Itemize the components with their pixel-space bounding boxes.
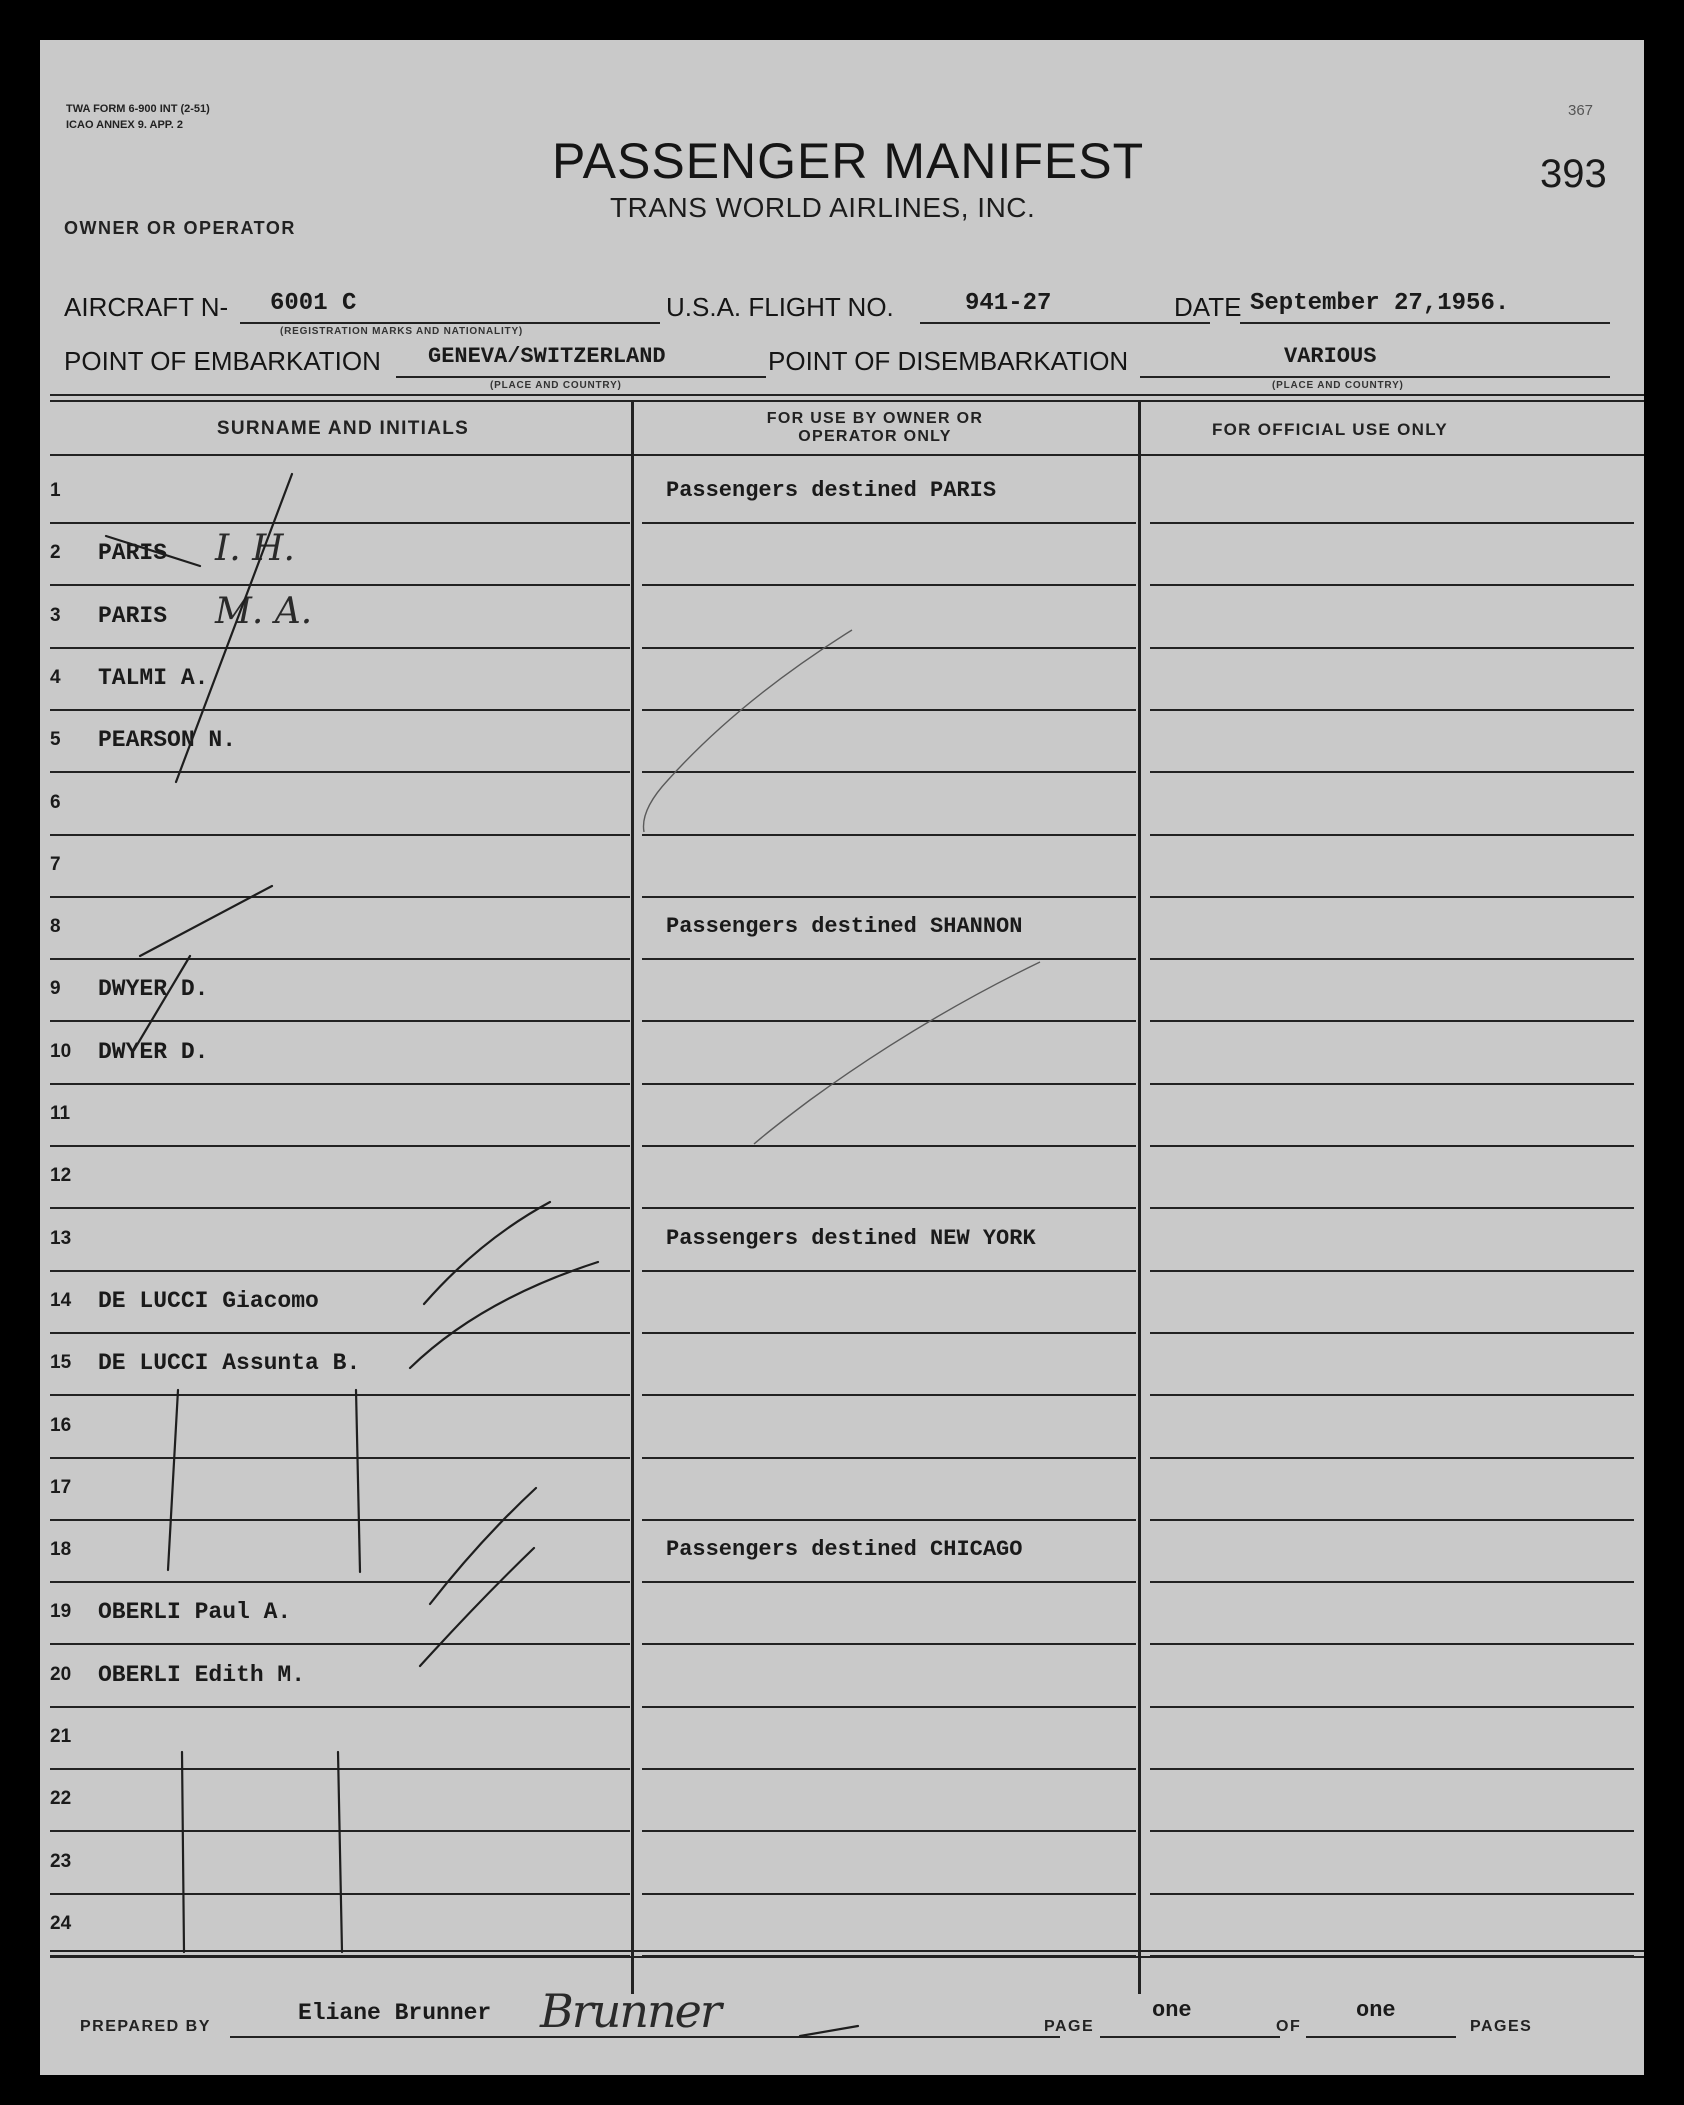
form-id-line1: TWA FORM 6-900 INT (2-51) <box>66 103 210 115</box>
aircraft-caption: (REGISTRATION MARKS AND NATIONALITY) <box>280 326 524 337</box>
passenger-name: DWYER D. <box>98 976 209 1002</box>
row-number: 19 <box>50 1601 72 1622</box>
aircraft-value: 6001 C <box>270 290 357 317</box>
bracket-left-1 <box>168 1390 178 1570</box>
row-number: 11 <box>50 1103 71 1124</box>
flight-value: 941-27 <box>965 290 1052 317</box>
handwritten-initials: M. A. <box>215 591 313 632</box>
row-number: 13 <box>50 1228 72 1249</box>
passenger-name: DE LUCCI Assunta B. <box>98 1350 361 1376</box>
document-subtitle: TRANS WORLD AIRLINES, INC. <box>610 192 1036 223</box>
row-number: 6 <box>50 792 61 813</box>
corner-number: 367 <box>1568 102 1594 119</box>
row-number: 23 <box>50 1851 72 1872</box>
form-id-line2: ICAO ANNEX 9. APP. 2 <box>66 119 183 131</box>
prepared-by-value: Eliane Brunner <box>298 2000 492 2026</box>
disembarkation-label: POINT OF DISEMBARKATION <box>768 346 1129 376</box>
passenger-name: OBERLI Paul A. <box>98 1599 292 1625</box>
pages-label: PAGES <box>1470 2018 1533 2035</box>
signature: Brunner <box>540 1984 720 2038</box>
column-header-surname: SURNAME AND INITIALS <box>216 418 470 439</box>
row-number: 5 <box>50 729 61 750</box>
strike-mark-paris-group <box>176 474 292 782</box>
row-number: 10 <box>50 1041 72 1062</box>
passenger-name: TALMI A. <box>98 665 209 691</box>
flight-label: U.S.A. FLIGHT NO. <box>666 292 894 322</box>
passenger-name: PARIS <box>98 540 168 566</box>
diagonal-line-paris <box>644 630 853 832</box>
signature-dash <box>800 2026 858 2036</box>
of-value: one <box>1356 1998 1396 2023</box>
disembarkation-caption: (PLACE AND COUNTRY) <box>1272 380 1404 391</box>
owner-use-note: Passengers destined SHANNON <box>666 914 1023 939</box>
row-number: 2 <box>50 542 61 563</box>
row-number: 14 <box>50 1290 72 1311</box>
row-number: 3 <box>50 605 61 626</box>
passenger-name: DWYER D. <box>98 1039 209 1065</box>
row-number: 15 <box>50 1352 72 1373</box>
handwritten-initials: I. H. <box>215 528 295 569</box>
row-number: 8 <box>50 916 61 937</box>
strike-mark-row2 <box>106 536 200 566</box>
owner-use-note: Passengers destined NEW YORK <box>666 1226 1036 1251</box>
strike-mark-oberli-2 <box>420 1548 534 1666</box>
owner-use-note: Passengers destined PARIS <box>666 478 997 503</box>
passenger-name: PARIS <box>98 603 168 629</box>
row-number: 12 <box>50 1165 72 1186</box>
column-header-official-use: FOR OFFICIAL USE ONLY <box>1211 420 1449 439</box>
owner-label: OWNER OR OPERATOR <box>64 218 296 238</box>
row-number: 4 <box>50 667 61 688</box>
manifest-page <box>40 40 1644 2075</box>
passenger-name: OBERLI Edith M. <box>98 1662 306 1688</box>
strike-mark-dwyer-1 <box>140 886 272 956</box>
passenger-name: DE LUCCI Giacomo <box>98 1288 319 1314</box>
bracket-right-2 <box>338 1752 342 1952</box>
prepared-by-label: PREPARED BY <box>80 2018 211 2035</box>
row-number: 9 <box>50 978 61 999</box>
aircraft-label: AIRCRAFT N- <box>64 292 229 322</box>
bracket-right-1 <box>356 1390 360 1572</box>
row-number: 22 <box>50 1788 72 1809</box>
disembarkation-value: VARIOUS <box>1284 344 1377 369</box>
embarkation-caption: (PLACE AND COUNTRY) <box>490 380 622 391</box>
diagonal-line-shannon <box>754 962 1040 1144</box>
column-header-owner-use: FOR USE BY OWNER OR OPERATOR ONLY <box>766 410 984 445</box>
embarkation-label: POINT OF EMBARKATION <box>64 346 381 376</box>
bracket-left-2 <box>182 1752 184 1952</box>
passenger-name: PEARSON N. <box>98 727 237 753</box>
row-number: 16 <box>50 1415 72 1436</box>
date-label: DATE <box>1174 292 1242 322</box>
page-value: one <box>1152 1998 1192 2023</box>
owner-use-note: Passengers destined CHICAGO <box>666 1537 1023 1562</box>
page-label: PAGE <box>1044 2018 1095 2035</box>
row-number: 21 <box>50 1726 72 1747</box>
row-number: 20 <box>50 1664 72 1685</box>
embarkation-value: GENEVA/SWITZERLAND <box>428 344 666 369</box>
strike-mark-delucci-2 <box>410 1262 598 1368</box>
of-label: OF <box>1276 2018 1302 2035</box>
row-number: 7 <box>50 854 61 875</box>
document-title: PASSENGER MANIFEST <box>552 133 1145 189</box>
row-number: 17 <box>50 1477 72 1498</box>
pencil-marks <box>40 40 1644 2075</box>
row-number: 24 <box>50 1913 72 1934</box>
row-number: 18 <box>50 1539 72 1560</box>
page-number: 393 <box>1540 152 1607 196</box>
strike-mark-dwyer-2 <box>134 956 190 1050</box>
row-number: 1 <box>50 480 61 501</box>
strike-mark-oberli-1 <box>430 1488 536 1604</box>
date-value: September 27,1956. <box>1250 290 1510 317</box>
